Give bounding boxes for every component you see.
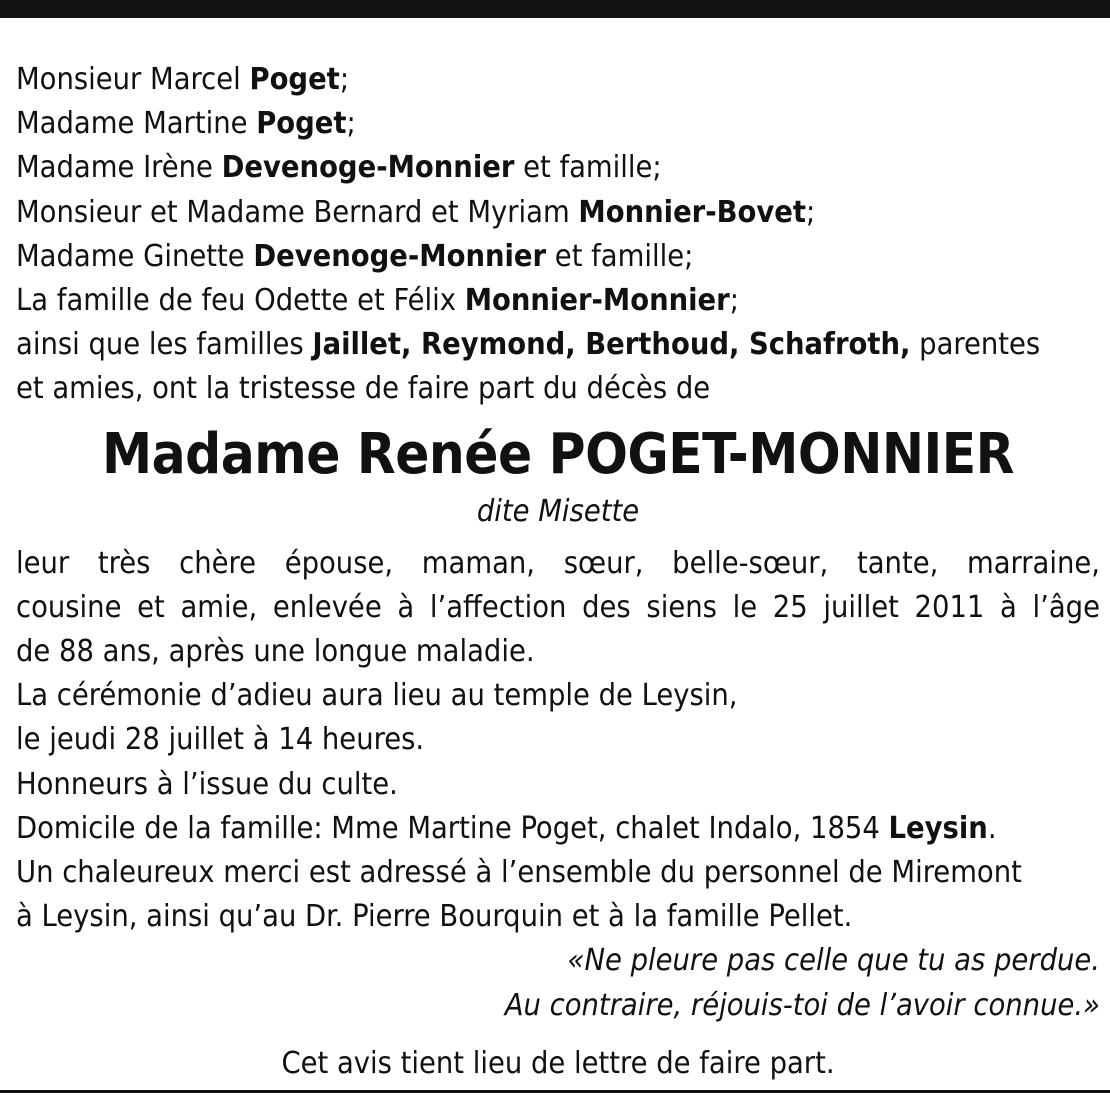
family-line-text: Madame Ginette [16, 238, 254, 274]
family-surname: Devenoge-Monnier [253, 238, 547, 274]
thanks-line-1: Un chaleureux merci est adressé à l’ensemble du personnel de Miremont [16, 855, 1022, 891]
family-line-4 [16, 191, 1100, 235]
family-line-6 [16, 279, 1100, 323]
families-line-text: ainsi que les familles [16, 327, 313, 363]
family-line-text: Madame Irène [16, 150, 222, 186]
domicile-text: Domicile de la famille: Mme Martine Poget, chalet Indalo, 1854 [16, 810, 889, 846]
ceremony-line-3: Honneurs à l’issue du culte. [16, 766, 398, 802]
thanks-line-2: à Leysin, ainsi qu’au Dr. Pierre Bourquin et à la famille Pellet. [16, 899, 853, 935]
families-line [16, 323, 1100, 367]
family-line-suffix: ; [729, 283, 739, 319]
quote-line-1: «Ne pleure pas celle que tu as perdue. [567, 943, 1100, 979]
domicile-suffix: . [987, 810, 997, 846]
families-line-suffix: parentes [910, 327, 1041, 363]
family-line-5 [16, 235, 1100, 279]
family-line-suffix: ; [346, 106, 356, 142]
family-line-1 [16, 58, 1100, 102]
domicile-line [16, 807, 1100, 851]
domicile-place: Leysin [888, 810, 988, 846]
top-rule [0, 0, 1110, 18]
closing-note: Cet avis tient lieu de lettre de faire part. [281, 1045, 835, 1081]
description-line-1: leur très chère épouse, maman, sœur, belle-sœur, tante, marraine, [16, 545, 1100, 581]
family-line-suffix: et famille; [514, 150, 662, 186]
families-surnames: Jaillet, Reymond, Berthoud, Schafroth, [312, 327, 911, 363]
deceased-nickname: dite Misette [476, 493, 640, 529]
bottom-rule [0, 1090, 1110, 1093]
ceremony-line-1: La cérémonie d’adieu aura lieu au temple de Leysin, [16, 678, 738, 714]
family-line-text: La famille de feu Odette et Félix [16, 283, 465, 319]
family-surname: Monnier-Bovet [578, 194, 806, 230]
family-line-3 [16, 146, 1100, 190]
family-surname: Devenoge-Monnier [221, 150, 515, 186]
family-line-2 [16, 102, 1100, 146]
ceremony-line-2: le jeudi 28 juillet à 14 heures. [16, 722, 425, 758]
family-line-text: Madame Martine [16, 106, 257, 142]
family-surname: Monnier-Monnier [464, 283, 730, 319]
deceased-name: Madame Renée POGET-MONNIER [102, 421, 1014, 487]
family-surname: Poget [256, 106, 347, 142]
family-surname: Poget [249, 62, 340, 97]
quote-line-2: Au contraire, réjouis-toi de l’avoir connue.» [504, 987, 1100, 1023]
obituary-notice [16, 58, 1100, 1086]
family-line-text: Monsieur et Madame Bernard et Myriam [16, 194, 579, 230]
family-line-suffix: ; [339, 62, 350, 97]
family-line-suffix: et famille; [546, 238, 694, 274]
family-line-suffix: ; [806, 194, 816, 230]
announcement-line: et amies, ont la tristesse de faire part du décès de [16, 371, 711, 407]
family-line-text: Monsieur Marcel [16, 62, 250, 97]
description-line-3: de 88 ans, après une longue maladie. [16, 634, 535, 670]
description-line-2: cousine et amie, enlevée à l’affection des siens le 25 juillet 2011 à l’âge [16, 589, 1100, 625]
